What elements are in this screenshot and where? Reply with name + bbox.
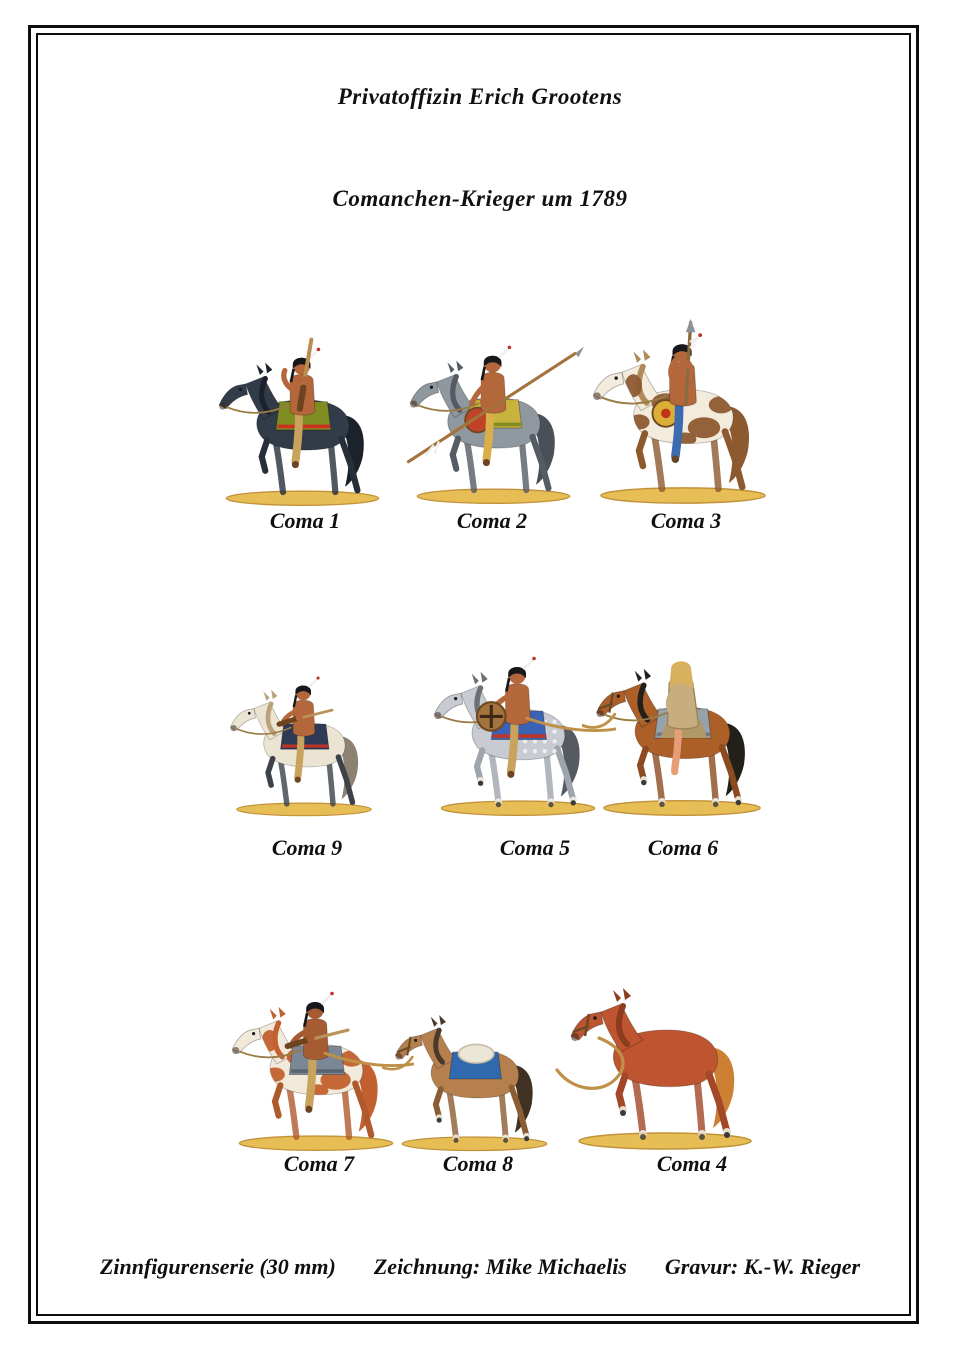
figure-label-coma-7: Coma 7 xyxy=(283,1151,355,1176)
figure-coma-1 xyxy=(205,256,400,508)
figure-label-coma-8: Coma 8 xyxy=(442,1151,514,1176)
horse-figure-illustration xyxy=(205,256,400,508)
figure-label-coma-1: Coma 1 xyxy=(269,508,341,533)
horse-figure-illustration xyxy=(382,946,567,1153)
figure-label-coma-5: Coma 5 xyxy=(499,835,571,860)
horse-figure-illustration xyxy=(218,588,390,818)
figure-label-coma-9: Coma 9 xyxy=(271,835,343,860)
footer-drawing: Zeichnung: Mike Michaelis xyxy=(373,1254,627,1279)
horse-figure-illustration xyxy=(396,258,591,506)
horse-figure-illustration xyxy=(545,952,785,1152)
figure-label-coma-3: Coma 3 xyxy=(650,508,722,533)
footer-series: Zinnfigurenserie (30 mm) xyxy=(99,1254,336,1279)
figure-coma-4 xyxy=(545,952,785,1152)
figure-label-coma-2: Coma 2 xyxy=(456,508,528,533)
figure-label-coma-6: Coma 6 xyxy=(647,835,719,860)
figure-coma-6 xyxy=(582,588,782,818)
publisher-title: Privatoffizin Erich Grootens xyxy=(337,84,623,109)
figure-coma-2 xyxy=(396,258,591,506)
horse-figure-illustration xyxy=(578,246,788,506)
horse-figure-illustration xyxy=(582,588,782,818)
figure-label-coma-4: Coma 4 xyxy=(656,1151,728,1176)
footer-credits xyxy=(0,1254,960,1280)
series-title: Comanchen-Krieger um 1789 xyxy=(332,186,628,211)
figure-coma-9 xyxy=(218,588,390,818)
figure-coma-3 xyxy=(578,246,788,506)
figure-coma-8 xyxy=(382,946,567,1153)
footer-engraving: Gravur: K.-W. Rieger xyxy=(664,1254,861,1279)
